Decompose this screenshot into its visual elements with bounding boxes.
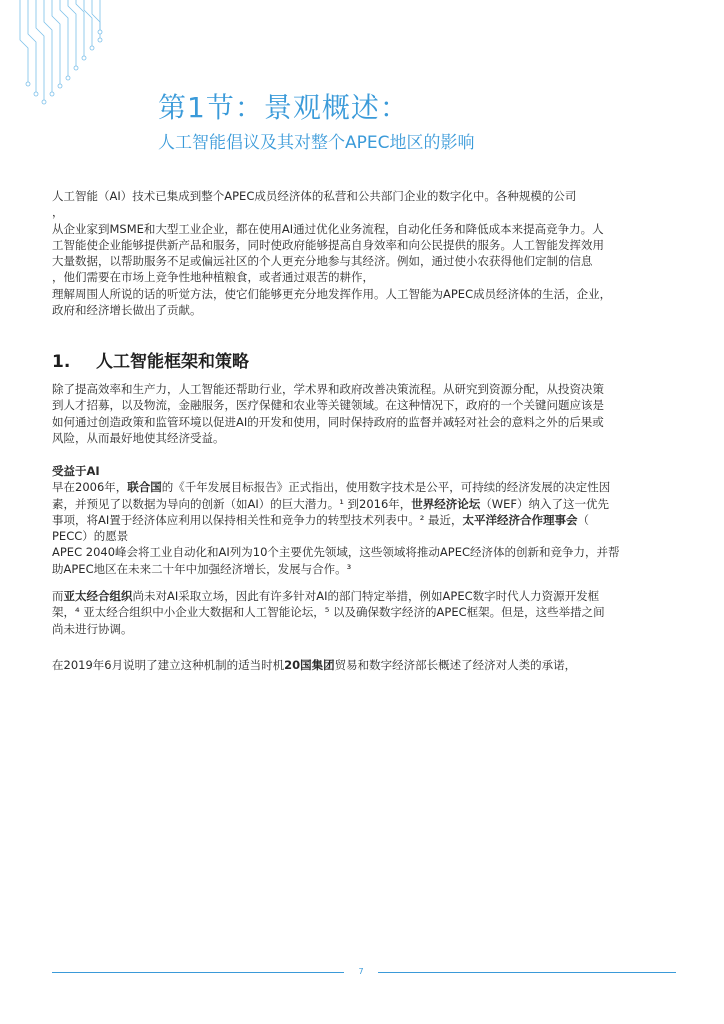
page-number: 7: [358, 967, 364, 976]
intro-line: 理解周围人所说的话的听觉方法，使它们能够更充分地发挥作用。人工智能为APEC成员经济体的生活，企业，: [52, 286, 612, 301]
subheading: 受益于AI: [52, 464, 100, 478]
para-line: 尚未进行协调。: [52, 621, 133, 636]
para-line: 到人才招募，以及物流，金融服务，医疗保健和农业等关键领域。在这种情况下，政府的一个关键问题应该是: [52, 398, 604, 413]
para-line: 助APEC地区在未来二十年中加强经济增长，发展与合作。³: [52, 561, 352, 576]
section-paragraph-2: [52, 463, 676, 577]
intro-line: ，: [52, 205, 64, 220]
intro-line: 工智能使企业能够提供新产品和服务，同时使政府能够提高自身效率和向公民提供的服务。人工智能发挥效用: [52, 237, 604, 252]
org-name-pecc: 太平洋经济合作理事会: [462, 512, 578, 527]
intro-line: ，他们需要在市场上竞争性地种植粮食，或者通过艰苦的耕作，: [52, 270, 374, 285]
page-title: 第1节：景观概述：: [158, 91, 409, 124]
section-number: 1.: [52, 352, 71, 372]
page-footer: [52, 967, 676, 979]
footer-divider: [52, 972, 344, 973]
section-paragraph-4: [52, 657, 676, 673]
intro-line: 从企业家到MSME和大型工业企业，都在使用AI通过优化业务流程，自动化任务和降低成本来提高竞争力。人: [52, 221, 604, 236]
circuit-decoration: [0, 0, 150, 130]
para-line: PECC）的愿景: [52, 529, 129, 544]
para-line: 如何通过创造政策和监管环境以促进AI的开发和使用，同时保持政府的监督并减轻对社会的意料之外的后果或: [52, 414, 604, 429]
intro-line: 大量数据，以帮助服务不足或偏远社区的个人更充分地参与其经济。例如，通过使小农获得他们定制的信息: [52, 254, 593, 269]
section-title: 人工智能框架和策略: [96, 352, 249, 372]
para-line: 架，⁴ 亚太经合组织中小企业大数据和人工智能论坛，⁵ 以及确保数字经济的APEC框架。但是，这些举措之间: [52, 605, 605, 620]
para-line: 除了提高效率和生产力，人工智能还帮助行业，学术界和政府改善决策流程。从研究到资源分配，从投资决策: [52, 382, 604, 396]
para-line: 风险，从而最好地使其经济受益。: [52, 430, 225, 445]
section-paragraph-3: [52, 588, 676, 637]
para-line: 而亚太经合组织尚未对AI采取立场，因此有许多针对AI的部门特定举措，例如APEC数字时代人力资源开发框: [52, 589, 600, 603]
org-name-un: 联合国: [127, 480, 162, 495]
para-line: 素，并预见了以数据为导向的创新（如AI）的巨大潜力。¹ 到2016年，世界经济论坛（WEF）纳入了这一优先: [52, 496, 610, 511]
footer-divider: [378, 972, 676, 973]
section-paragraph-1: [52, 381, 676, 446]
org-name-g20: 20国集团: [284, 658, 335, 672]
intro-line: 政府和经济增长做出了贡献。: [52, 303, 202, 318]
para-line: 在2019年6月说明了建立这种机制的适当时机20国集团贸易和数字经济部长概述了经济对人类的承诺，: [52, 658, 577, 672]
intro-paragraph: [52, 188, 676, 318]
para-line: 早在2006年，联合国的《千年发展目标报告》正式指出，使用数字技术是公平，可持续的经济发展的决定性因: [52, 480, 611, 495]
org-name-wef: 世界经济论坛: [411, 496, 481, 511]
para-line: 事项，将AI置于经济体应利用以保持相关性和竞争力的转型技术列表中。² 最近，太平洋经济合作理事会（: [52, 512, 590, 527]
intro-line: 人工智能（AI）技术已集成到整个APEC成员经济体的私营和公共部门企业的数字化中。各种规模的公司: [52, 189, 577, 203]
para-line: APEC 2040峰会将工业自动化和AI列为10个主要优先领域，这些领域将推动APEC经济体的创新和竞争力，并帮: [52, 545, 620, 560]
org-name-apec: 亚太经合组织: [63, 589, 133, 603]
section-heading: [52, 347, 249, 372]
page-subtitle: 人工智能倡议及其对整个APEC地区的影响: [158, 133, 475, 153]
